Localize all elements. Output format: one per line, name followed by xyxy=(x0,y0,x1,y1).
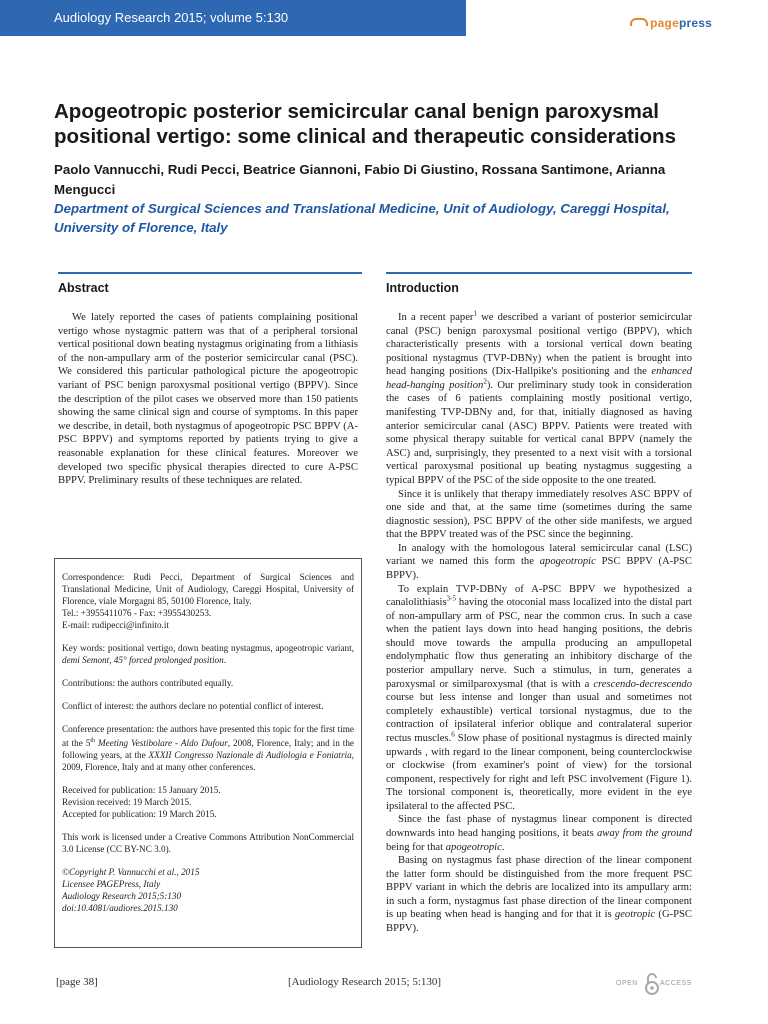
keywords: Key words: positional vertigo, down beating nystagmus, apogeotropic variant, demi Semont, 45° forced prolonged position. xyxy=(62,643,354,665)
license-statement: This work is licensed under a Creative Commons Attribution NonCommercial 3.0 License (CC BY-NC 3.0). xyxy=(62,832,354,855)
intro-paragraph-1: In a recent paper$^1$ we described a variant of posterior semicircular canal (PSC) benign paroxysmal positional vertigo (BPPV), which characteristically presents with a torsional vertical down beating positional nystagmus (TVP-DBNy) when the patient is brought into head hanging positions (Dix-Hallpike's positioning and the enhanced head-hanging position$^2$). Our preliminary study took in consideration the cases of 6 patients complaining mostly positional vertigo, manifesting TVP-DBNy and, for that, initially diagnosed as having anterior semicircular canal (ASC) BPPV. Patients were treated with some physical therapy suitable for vertical canal BPPV (namely the ASC) and, surprisingly, they presented to a next visit with a torsional vertical paroxysmal positional up beating nystagmus suggesting a typical BPPV of the PSC of the side opposite to the one treated. xyxy=(386,309,693,486)
correspondence-text: Correspondence: Rudi Pecci, Department of Surgical Sciences and Translational Medicine, Unit of Audiology, Careggi Hospital, University of Florence, viale Morgagni 85, 50100 Florence, Italy. Tel.: +3955411076 - Fax: +3955430253. E-mail: rudipecci@infinito.it xyxy=(62,572,354,630)
journal-header-bar xyxy=(0,0,466,36)
contributions: Contributions: the authors contributed equally. xyxy=(62,678,234,688)
copyright-block: ©Copyright P. Vannucchi et al., 2015 Licensee PAGEPress, Italy Audiology Research 2015;5:130 doi:10.4081/audiores.2015.130 xyxy=(62,867,200,914)
email-address: E-mail: rudipecci@infinito.it xyxy=(62,620,169,630)
affiliation: Department of Surgical Sciences and Translational Medicine, Unit of Audiology, Careggi Hospital, University of Florence, Italy xyxy=(54,201,670,235)
abstract-text: We lately reported the cases of patients complaining positional vertigo whose nystagmic pattern was that of a peripheral torsional vertical positional down beating nystagmus originating from a lithiasis of the non-ampullary arm of the posterior semicircular canal (PSC). We considered this particular pathological picture the apogeotropic variant of PSC benign paroxysmal positional vertigo (BPPV). Since the description of the pilot cases we observed more than 150 patients showing the same clinical sign and course of symptoms. In this paper we describe, in detail, both nystagmus of apogeotropic PSC BPPV (A-PSC BPPV) and symptoms reported by patients trying to give a reasonable explanation for these clinical features. Moreover we developed two specific physical therapies directed to cure A-PSC BPPV. Preliminary results of these techniques are related. xyxy=(58,312,358,487)
publisher-arc-icon xyxy=(630,18,648,26)
publication-dates: Received for publication: 15 January 2015. Revision received: 19 March 2015. Accepted for publication: 19 March 2015. xyxy=(62,785,221,820)
intro-paragraph-2: Since it is unlikely that therapy immediately resolves ASC BPPV of one side and that, at the same time (sometimes during the same diagnostic session), PSC BPPV of the other side manifests, we argued that the BPPV treated was of the PSC since the beginning. xyxy=(386,488,692,541)
conflict-of-interest: Conflict of interest: the authors declare no potential conflict of interest. xyxy=(62,701,324,711)
introduction-body xyxy=(386,311,692,936)
introduction-heading: Introduction xyxy=(386,281,459,295)
introduction-rule xyxy=(386,272,692,274)
abstract-rule xyxy=(58,272,362,274)
abstract-heading: Abstract xyxy=(58,281,109,295)
intro-paragraph-3: In analogy with the homologous lateral semicircular canal (LSC) variant we named this form the apogeotropic PSC BPPV (A-PSC BPPV). xyxy=(386,542,692,581)
open-access-lock-icon xyxy=(644,972,660,996)
intro-paragraph-4: To explain TVP-DBNy of A-PSC BPPV we hypothesized a canalolithiasis$^{3-5}$ having the otoconial mass localized into the distal part of non-ampullary arm of PSC, near the common crus. In such a case when the patient lays down into head hanging positions, the debris should move towards the ampulla producing an ampullopetal endolymphatic flow thus generating an inhibitory discharge of the posterior ampullary nerve. Such a stimulus, in turn, generates a paroxysmal or similparoxysmal (that is with a crescendo-decrescendo course but less intense and longer than usual and sometimes not completely exhaustible) vertical torsional nystagmus, due to the contraction of ipsilateral inferior oblique and contralateral superior rectus muscles.$^6$ Slow phase of positional nystagmus is directed mainly upwards , with regard to the linear component, being counterclockwise or clockwise (from examiner's point of view) for the torsional component, respectively for right and left PSC involvement (Figure 1). The torsional component is, theoretically, more evident in the eye ipsilateral to the affected PSC. xyxy=(386,583,692,812)
open-access-logo: OPEN ACCESS xyxy=(616,972,696,996)
conference-presentation: Conference presentation: the authors have presented this topic for the first time at the 5th Meeting Vestibolare - Aldo Dufour, 2008, Florence, Italy; and in the following years, at the XXXII Congresso Nazionale di Audiologia e Foniatria, 2009, Florence, Italy and at many other conferences. xyxy=(62,724,355,773)
correspondence-box xyxy=(54,558,362,948)
intro-paragraph-6: Basing on nystagmus fast phase direction of the linear component the latter form should be distinguished from the more frequent PSC BPPV variant in which the debris are localized into its ampullary arm: in such a form, nystagmus fast phase direction of the linear component is up beating when head is hanging and for that it is geotropic (G-PSC BPPV). xyxy=(386,855,692,935)
author-list: Paolo Vannucchi, Rudi Pecci, Beatrice Giannoni, Fabio Di Giustino, Rossana Santimone, Arianna Mengucci xyxy=(54,162,666,197)
publisher-logo: pagepress xyxy=(622,10,712,36)
journal-citation: Audiology Research 2015; volume 5:130 xyxy=(54,10,289,25)
intro-paragraph-5: Since the fast phase of nystagmus linear component is directed downwards into head hanging positions, it beats away from the ground being for that apogeotropic. xyxy=(386,814,692,853)
page-number: [page 38] xyxy=(56,976,98,988)
footer-citation: [Audiology Research 2015; 5:130] xyxy=(288,976,442,988)
article-title: Apogeotropic posterior semicircular canal benign paroxysmal positional vertigo: some clinical and therapeutic considerations xyxy=(54,100,676,148)
